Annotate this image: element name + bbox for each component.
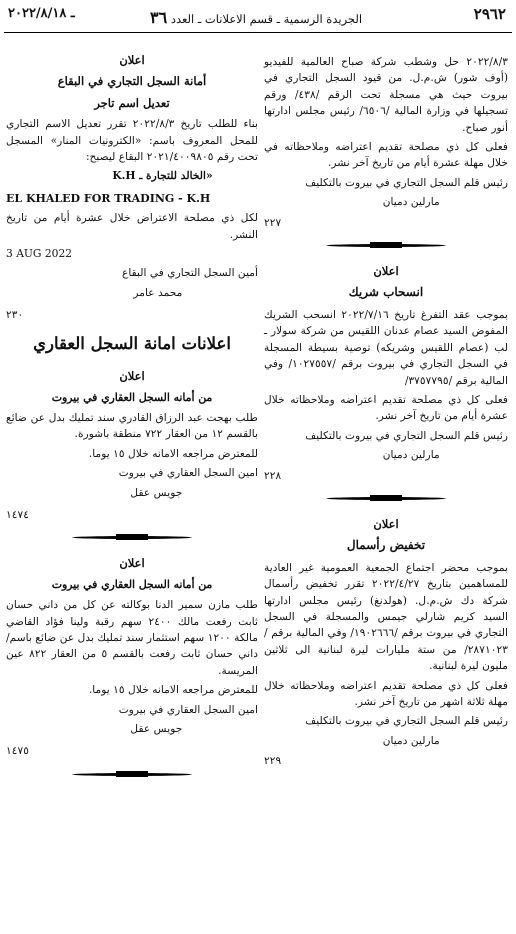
new-name-arabic: «الخالد للتجارة ـ K.H [112,169,213,183]
notice-body: بموجب محضر اجتماع الجمعية العمومية غير العادية للمساهمين بتاريخ ٢٠٢٢/٤/٢٧ تقرر تخفيض رأسمال شركة دك ش.م.ل. (هولدنغ) رئيس مجلس ادارتها السيد كريم شارلي جيمس والمسجلة في السجل التجاري في بيروت برقم /١٩٠٢٦٦٦/ وفي المالية برقم /٢٨٧١٠٢٣/ من ستة مليارات ليرة لبنانية الى ثلاثين مليون ليرة لبنانية. [264,560,508,673]
notice-title: تخفيض رأسمال [346,538,426,553]
separator-ornament [326,241,446,249]
header-issue-number: ٣٦ [150,8,168,27]
signature-name: جويس عقل [130,722,183,735]
separator-ornament [72,770,192,778]
separator-ornament [72,533,192,541]
notice-objection: فعلى كل ذي مصلحة تقديم اعتراضه وملاحظاته في خلال مهلة عشرة أيام من تاريخ آخر نشر. [264,140,508,170]
notice-body: بموجب عقد التفرغ تاريخ ٢٠٢٢/٧/١٦ انسحب الشريك المفوض السيد عصام عدنان اللقيس من شركة سولار ـ لب (عصام اللقيس وشريكه) توصية بسيطة المسجلة في السجل التجاري في بيروت برقم /١٠٢٧٥٥٧/ وفي المالية برقم /٣٧٥٧٧٩٥/ [264,307,508,387]
notice-trader-name-change [6,52,258,324]
header-title [150,8,362,27]
notice-number: ٢٢٩ [264,754,282,768]
notice-body: ٢٠٢٢/٨/٣ حل وشطب شركة صباح العالمية للفيديو (أوف شور) ش.م.ل. من قيود السجل التجاري في بيروت حيث هي مسجلة تحت الرقم /٤٣٨/ ورقم تسجيلها في وزارة المالية /٦٥٠٦/ رئيس مجلس ادارتها أنور صباح. [264,55,508,134]
notice-real-estate-2 [6,555,258,759]
notice-number: ١٤٧٤ [6,507,29,521]
notice-objection: للمعترض مراجعه الامانه خلال ١٥ يوما. [88,446,258,460]
notice-title: من أمانه السجل العقاري في بيروت [51,390,213,404]
notice-body: طلب مازن سمير الدنا بوكالته عن كل من داني حسان ثابت رفعت مالك ٢٤٠٠ سهم رقبة ولينا فؤاد القاضي مالكة ١٢٠٠ سهم استثمار سند تمليك بدل عن ضائع باسم/ داني حسان ثابت رفعت بالقسم ٥ من العقار ٨٢٢ عين المريسة. [6,598,259,677]
signature-title: أمين السجل التجاري في البقاع [121,266,258,280]
notice-title: من أمانه السجل العقاري في بيروت [51,577,213,591]
signature-title: رئيس قلم السجل التجاري في بيروت بالتكليف [305,175,508,189]
notice-label: اعلان [119,53,145,67]
notice-label: اعلان [119,369,145,384]
separator-ornament [326,494,446,502]
notice-label: اعلان [373,516,399,531]
signature-title: امين السجل العقاري في بيروت [118,702,258,716]
section-title: اعلانات امانة السجل العقاري [33,333,231,353]
notice-title: انسحاب شريك [348,285,424,300]
notice-capital-reduction [264,516,508,770]
left-column [6,40,258,792]
notice-partner-withdrawal [264,263,508,484]
signature-name: مارلين دميان [382,195,440,209]
notice-date: 3 AUG 2022 [6,247,73,261]
notice-label: اعلان [373,264,399,279]
header-date: ـ ٢٠٢٢/٨/١٨ [8,6,75,21]
notice-subtitle: تعديل اسم تاجر [94,95,170,110]
notice-number: ٢٢٨ [264,468,282,482]
page-number: ٢٩٦٢ [473,5,506,23]
signature-title: رئيس قلم السجل التجاري في بيروت بالتكليف [305,428,508,442]
signature-name: مارلين دميان [382,733,440,747]
signature-title: امين السجل العقاري في بيروت [118,466,258,480]
notice-number: ٢٣٠ [6,308,24,322]
notice-real-estate-1 [6,368,258,523]
signature-name: محمد عامر [133,285,183,299]
notice-number: ١٤٧٥ [6,744,29,758]
notice-objection: فعلى كل ذي مصلحة تقديم اعتراضه وملاحظاته خلال مهلة ثلاثة اشهر من تاريخ آخر نشر. [264,678,508,708]
notice-body: طلب بهجت عبد الرزاق القادري سند تمليك بدل عن ضائع بالقسم ١٢ من العقار ٧٢٢ منطقة باشورة. [6,410,258,441]
signature-title: رئيس قلم السجل التجاري في بيروت بالتكليف [305,714,508,728]
right-column [264,40,508,776]
notice-objection: للمعترض مراجعه الامانه خلال ١٥ يوما. [88,683,258,697]
header-divider [4,32,512,33]
notice-objection: فعلى كل ذي مصلحة تقديم اعتراضه وملاحظاته خلال عشرة أيام من تاريخ آخر نشر. [264,392,508,423]
notice-title: أمانة السجل التجاري في البقاع [57,74,207,89]
page-header [0,4,516,28]
notice-body: بناء للطلب تاريخ ٢٠٢٢/٨/٣ تقرر تعديل الاسم التجاري للمحل المعروف باسم: «الكترونيات المنار» المسجل تحت رقم ٢٠٢١/٤٠٠٩٨٠٥ البقاع ليصبح: [6,117,258,164]
notice-objection: لكل ذي مصلحة الاعتراض خلال عشرة أيام من تاريخ النشر. [6,211,258,241]
header-title-text: الجريدة الرسمية ـ قسم الاعلانات ـ العدد [170,12,363,26]
notice-label: اعلان [119,556,145,571]
notice-number: ٢٢٧ [264,215,282,229]
signature-name: مارلين دميان [382,448,440,462]
signature-name: جويس عقل [130,485,183,499]
new-name-english: EL KHALED FOR TRADING - K.H [6,191,211,205]
